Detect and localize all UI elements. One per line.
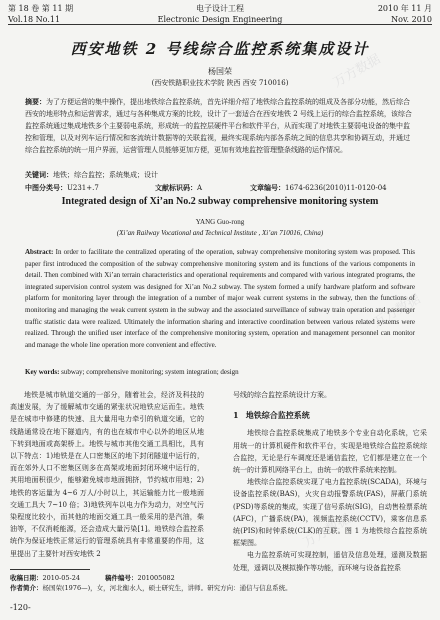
watermark: 万方数据 [370,291,424,331]
author-name-cn: 杨国荣 [208,67,232,76]
running-header [8,3,432,25]
doc-label: 文献标识码： [155,183,197,192]
keywords-cn-text: 地铁；综合监控；系统集成；设计 [53,171,158,179]
body-paragraph: 地铁是城市轨道交通的一部分，随着社会，经济及科技的高速发展，为了缓解城市交通的紧张状况地铁应运而生。地铁是在城市中修建的快速、且大量用电力牵引的轨道交通，它的线路通常设在地下隧道内，有的也在城市中心以外的地区从地下转到地面或高架桥上。地铁与城市其他交通工具相比，具有以下特点：1)地铁是在人口密集区的地下封闭隧道中运行的，而在郊外人口不密集区则多在高架或地面封闭环境中运行的，其用地面积很少，能够避免城市地面拥挤，节约城市用地；2)地铁的客运量为 4~6 万人/小时以上，其运输能力比一般地面交通工具大 7~10 倍；3)地铁列车以电力作为动力，对空气污染程度比较小，而其他的地面交通工具一般采用的是汽油，柴油等，不仅消耗能源，还会造成大量污染[1]。地铁综合监控系统作为保证地铁正常运行的管理系统具有非常重要的作用，这里提出了主要针对西安地铁 2 [10,391,204,558]
abstract-cn-text: 为了方便运营的集中操作，提出地铁综合监控系统，首先详细介绍了地铁综合监控系统的组成及各部分功能，然后综合西安的地形特点和运营需求，通过与各种集成方案的比较，设计了一套适合在西安地铁 2 号线上运行的综合监控系统，该综合监控系统通过集成地铁多个主要弱电系统，形成统一的监控层硬件平台和软件平台，从而实现了对地铁主要弱电设备的集中监控和管理，以及对列车运行情况和客流统计数据等的关联监视，最终实现系统内部各系统之间的信息共享和协调互动，并通过综合监控系统的统一用户界面，运营管理人员能够更加方便，更加有效地监控管理整条线路的运作情况。 [25,98,412,154]
body-paragraph: 地铁综合监控系统集成了地铁多个专业自动化系统，它采用统一的计算机硬件和软件平台，实现是地铁综合监控系统综合监控，无论是行车调度还是通信监控，它们都是建立在一个统一的计算机网络平台上，由统一的软件系统来控制。 [233,429,427,475]
keywords-cn [25,169,415,181]
section-title: 地铁综合监控系统 [245,410,310,421]
paper-title-en: Integrated design of Xi’an No.2 subway comprehensive monitoring system [61,196,379,207]
keywords-en-label: Key words: [25,368,60,376]
paper-title-cn: 西安地铁 2 号线综合监控系统集成设计 [70,40,370,58]
author-name-en: YANG Guo-rong [195,218,245,226]
article-label: 文章编号： [250,183,285,192]
body-paragraph: 电力监控系统可实现控制，遥信及信息处理，遥测及数据处理，遥调以及模拟操作等功能，而环境与设备监控系 [233,551,427,572]
abstract-en [25,247,415,351]
clc-value: U231+.7 [67,184,99,192]
header-volume-cn: 第 18 卷 第 11 期 [8,4,74,13]
clc-number [25,182,99,194]
abstract-cn [25,96,415,156]
received-value: 2010-05-24 [42,574,80,582]
keywords-cn-label: 关键词： [25,170,53,179]
keywords-en [25,367,415,378]
doc-value: A [197,184,203,192]
manuscript-number [105,573,175,583]
footnote-rule [10,569,90,570]
abstract-en-text: In order to facilitate the centralized operating of the operation, subway comprehensive monitoring system was proposed. This paper first introduced the composition of the subway comprehensive monitoring system and its functions of the various components in detail. Then combined with Xi’an terrain characteristics and operational requirements and compared with various integrated programs, the integrated supervision control system was designed for Xi’an No.2 subway. The system formed a unify hardware platform and software platform for monitoring layer through the integration of a number of major weak current systems in the subway, then the functions of monitoring and managing the weak current system in the subway and the associated surveillance of subway train operation and passenger traffic statistic data were realized. Ultimately the information sharing and interactive coordination between various related systems were realized. Through the unified user interface of the comprehensive monitoring system, operation and management personnel can monitor and manage the whole line operation more convenient and effective. [25,248,415,349]
body-paragraph: 地铁综合监控系统实现了电力监控系统(SCADA)，环境与设备监控系统(BAS)，火灾自动报警系统(FAS)，屏蔽门系统(PSD)等系统的集成，实现了信号系统(SIG)，自动售检票系统(AFC)，广播系统(PA)，视频监控系统(CCTV)，乘客信息系统(PIS)和时钟系统(CLK)的互联。图 1 为地铁综合监控系统框架图。 [233,478,427,548]
watermark: 万方数据 [300,511,354,551]
classification-row [25,182,415,193]
page-number: -120- [10,603,31,612]
header-journal-cn: 电子设计工程 [196,4,244,13]
header-volume-en: Vol.18 No.11 [8,15,61,24]
header-journal-name [8,3,432,25]
body-column-left [10,389,204,560]
footnote-dates [10,573,210,583]
keywords-en-text: subway; comprehensive monitoring; system integration; design [61,368,239,376]
section-number: 1 [233,410,239,421]
header-date-en: Nov. 2010 [391,15,432,24]
bio-label: 作者简介： [10,584,43,592]
clc-label: 中图分类号： [25,183,67,192]
body-column-right [233,389,427,574]
watermark: 万方数据 [330,51,384,91]
footnote-bio [10,583,292,593]
manuscript-label: 稿件编号： [105,574,138,582]
footnote [10,573,292,593]
article-number [250,182,387,194]
article-value: 1674-6236(2010)11-0120-04 [285,184,387,192]
header-journal-en: Electronic Design Engineering [157,15,283,24]
header-rule [8,24,432,25]
manuscript-value: 201005082 [137,574,175,582]
abstract-en-label: Abstract: [25,248,54,256]
author-bio [10,583,292,593]
affiliation-en: (Xi’an Railway Vocational and Technical Institute , Xi’an 710016, China) [116,229,324,237]
body-paragraph: 号线的综合监控系统设计方案。 [233,391,331,399]
bio-text: 杨国荣(1976—)，女，河北衡水人，硕士研究生，讲师。研究方向：通信与信息系统。 [42,584,292,592]
header-date [378,3,432,25]
affiliation-cn: (西安铁路职业技术学院 陕西 西安 710016) [151,79,289,87]
section-heading [233,409,427,421]
document-code [155,182,202,194]
received-date [10,573,80,583]
abstract-cn-label: 摘要： [25,97,46,106]
header-date-cn: 2010 年 11 月 [377,4,432,13]
received-label: 收稿日期： [10,574,43,582]
